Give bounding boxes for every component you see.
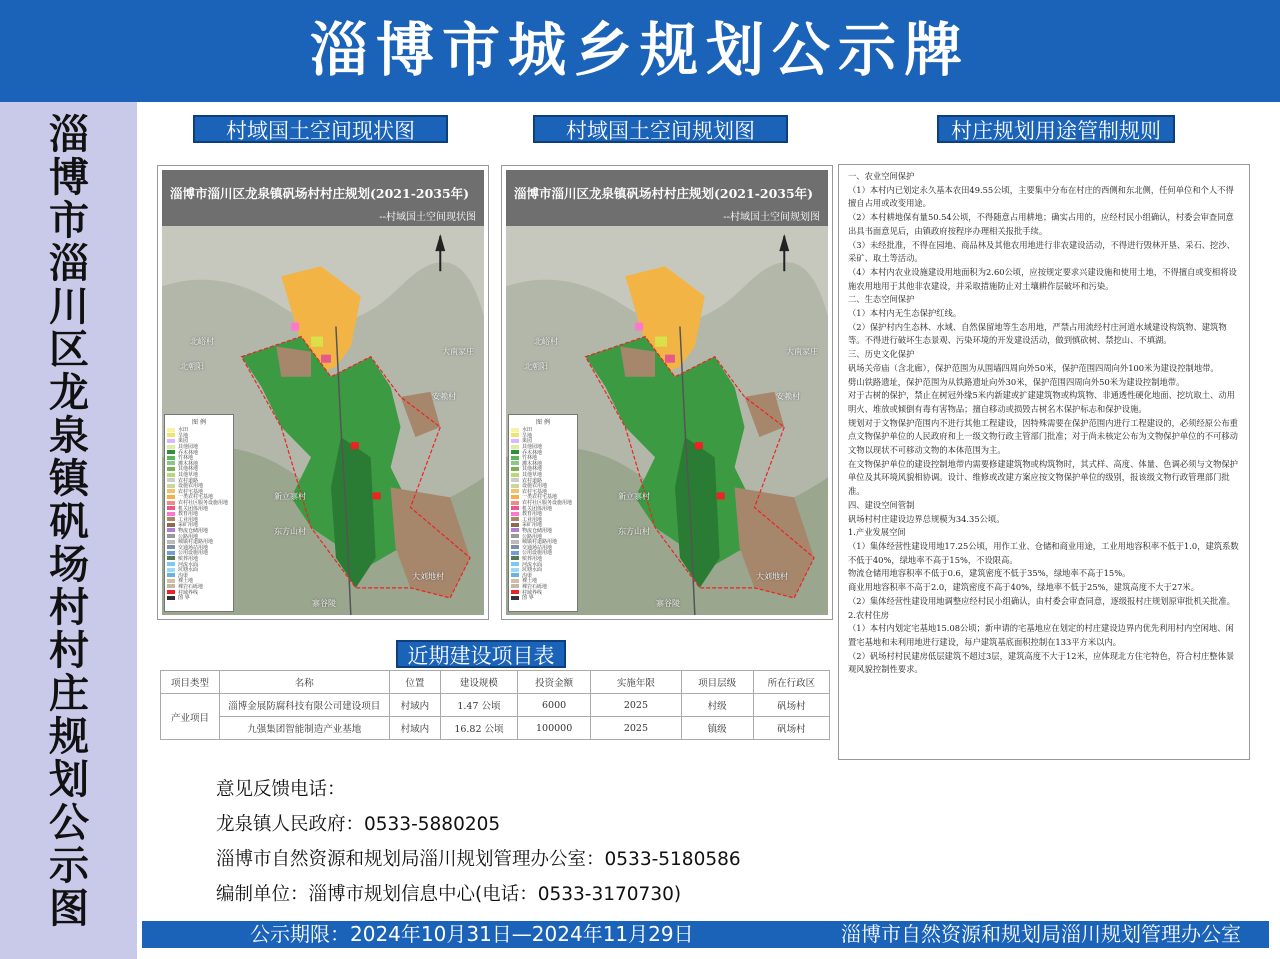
plan-map-header	[506, 170, 828, 226]
legend-label: 公用设施用地	[522, 550, 553, 557]
contact-block	[216, 772, 741, 912]
column-header: 投资金额	[517, 671, 590, 694]
legend-label: 果园	[178, 438, 189, 445]
legend-swatch	[167, 439, 175, 443]
legend-swatch	[511, 501, 519, 505]
legend-swatch	[511, 439, 519, 443]
legend-swatch	[511, 456, 519, 460]
legend-swatch	[511, 562, 519, 566]
legend-swatch	[167, 473, 175, 477]
legend-label: 殡葬用地	[178, 555, 199, 562]
legend-swatch	[167, 579, 175, 583]
legend-label: 河流水面	[522, 561, 543, 568]
legend-swatch	[511, 528, 519, 532]
legend-swatch	[167, 562, 175, 566]
legend-label: 农村道路	[178, 477, 199, 484]
rule-paragraph: （1）本村内划定宅基地15.08公顷；新申请的宅基地应在划定的村庄建设边界内优先利用村内空闲地、闲置宅基地和未利用地进行建设，每户建筑基底面积控制在133平方米以内。	[848, 623, 1234, 647]
column-header: 位置	[389, 671, 440, 694]
legend-label: 交通场站用地	[178, 544, 209, 551]
legend-label: 农村宅基地	[522, 488, 548, 495]
map-place-label: 大刘地村	[756, 572, 788, 581]
plan-map-title: 淄博市淄川区龙泉镇矾场村村庄规划(2021-2035年)	[514, 186, 814, 201]
rule-paragraph: （2）矾场村村民建房低层建筑不超过3层，建筑高度不大于12米，应体现北方住宅特色，符合村庄整体景观风貌控制性要求。	[848, 650, 1235, 675]
legend-swatch	[167, 584, 175, 588]
legend-label: 公用设施用地	[178, 550, 209, 557]
project-year-cell: 2025	[591, 717, 681, 740]
legend-swatch	[511, 461, 519, 465]
rule-paragraph: 矾场关帝庙（含北廊），保护范围为从围墙四周向外50米，保护范围四周向外100米为建设控制地带。	[848, 362, 1219, 373]
rule-paragraph: （2）本村耕地保有量50.54公顷，不得随意占用耕地；确实占用的，应经村民小组确认，村委会审查同意出具书面意见后，由镇政府按程序办理相关报批手续。	[848, 212, 1234, 236]
legend-title: 图 例	[536, 419, 550, 426]
legend-label: 采矿用地	[522, 522, 543, 529]
legend-swatch	[167, 456, 175, 460]
legend-swatch	[511, 568, 519, 572]
legend-swatch	[511, 545, 519, 549]
footer-bar	[142, 921, 1269, 948]
project-type-cell: 产业项目	[161, 694, 220, 740]
rule-paragraph: （2）保护村内生态林、水域、自然保留地等生态用地，严禁占用流经村庄河道水域建设构筑物、建筑物等。不得进行破坏生态景观、污染环境的开发建设活动，做到慎砍树、禁挖山、不填湖。	[848, 321, 1227, 346]
projects-heading: 近期建设项目表	[396, 640, 566, 668]
column-header: 项目类型	[161, 671, 220, 694]
map-place-label: 大南家庄	[442, 347, 474, 356]
map-place-label: 北朝阳	[180, 362, 204, 371]
rule-paragraph: （1）本村内无生态保护红线。	[848, 308, 962, 319]
legend-label: 沟渠	[522, 572, 533, 579]
map-place-label: 东方山村	[618, 527, 650, 536]
project-district-cell: 矾场村	[753, 717, 829, 740]
legend-label: 其他林地	[178, 466, 199, 473]
legend-label: 旱地	[522, 432, 533, 439]
rule-paragraph: 在文物保护单位的建设控制地带内需要修建建筑物或构筑物时，其式样、高度、体量、色调必须与文物保护单位及其环境风貌相协调。设计、维修或改建方案应按文物保护单位的级别，报该级文物行政管理部门批准。	[848, 458, 1238, 497]
map-place-label: 安赖村	[432, 392, 456, 401]
legend-label: 裸土地	[178, 578, 194, 585]
legend-swatch	[167, 501, 175, 505]
legend-swatch	[167, 506, 175, 510]
rule-paragraph: 物流仓储用地容积率不低于0.6，建筑密度不低于35%，绿地率不高于15%。	[848, 568, 1131, 579]
map-place-label: 北峪村	[534, 337, 558, 346]
legend-swatch	[167, 484, 175, 488]
rules-heading: 村庄规划用途管制规则	[937, 115, 1175, 143]
legend-label: 图 界	[178, 595, 190, 602]
rule-paragraph: （1）集体经营性建设用地17.25公顷，用作工业、仓储和商业用途，工业用地容积率不低于1.0，建筑系数不低于40%，绿地率不高于15%，不设限高。	[848, 540, 1239, 565]
legend-swatch	[167, 433, 175, 437]
legend-swatch	[167, 551, 175, 555]
legend-label: 农村宅基地	[178, 488, 204, 495]
legend-label: 村域界线	[522, 589, 543, 596]
rules-panel	[838, 164, 1250, 760]
legend-swatch	[511, 523, 519, 527]
legend-swatch	[511, 473, 519, 477]
plan-map-legend	[508, 414, 578, 612]
plan-map-heading: 村域国土空间规划图	[533, 115, 788, 143]
rule-paragraph: 四、建设空间管制	[848, 499, 915, 510]
legend-swatch	[511, 534, 519, 538]
legend-swatch	[167, 528, 175, 532]
map-place-label: 寨谷陵	[656, 599, 680, 608]
legend-swatch	[511, 506, 519, 510]
table-row	[161, 694, 830, 717]
legend-label: 沟渠	[178, 572, 189, 579]
legend-swatch	[167, 461, 175, 465]
rule-paragraph: 劈山铁路遗址，保护范围为从铁路遗址向外30米，保护范围四周向外50米为建设控制地带。	[848, 376, 1185, 387]
legend-label: 图 界	[522, 595, 534, 602]
legend-swatch	[167, 478, 175, 482]
table-row	[161, 717, 830, 740]
footer-office: 淄博市自然资源和规划局淄川规划管理办公室	[841, 922, 1241, 946]
column-header: 所在行政区	[753, 671, 829, 694]
legend-label: 裸岩石砾地	[522, 583, 548, 590]
rule-paragraph: 三、历史文化保护	[848, 349, 915, 360]
legend-item	[509, 595, 577, 601]
rule-paragraph: 规划对于文物保护范围内不进行其他工程建设，因特殊需要在保护范围内进行工程建设的，必须经原公布重点文物保护单位的人民政府和上一级文物行政主管部门批准；对于尚未核定公布为文物保护单位的不可移动文物以现状不可移动文物的本体范围为主。	[848, 417, 1238, 456]
legend-label: 水田	[178, 427, 189, 434]
contact-heading: 意见反馈电话：	[216, 779, 346, 800]
rule-paragraph: 一、农业空间保护	[848, 171, 915, 181]
legend-label: 竹林地	[522, 455, 538, 462]
map-place-label: 大刘地村	[412, 572, 444, 581]
legend-label: 采矿用地	[178, 522, 199, 529]
rule-paragraph: （1）本村内已划定永久基本农田49.55公顷，主要集中分布在村庄的西侧和东北侧，任何单位和个人不得擅自占用或改变用途。	[848, 184, 1234, 209]
map-place-label: 东方山村	[274, 527, 306, 536]
legend-label: 设施农用地	[522, 483, 548, 490]
legend-title: 图 例	[192, 419, 206, 426]
legend-swatch	[167, 523, 175, 527]
legend-swatch	[167, 517, 175, 521]
publicity-period: 公示期限：2024年10月31日—2024年11月29日	[250, 922, 694, 946]
legend-label: 乔木林地	[522, 449, 543, 456]
legend-label: 公路用地	[522, 533, 543, 540]
legend-label: 裸土地	[522, 578, 538, 585]
rule-paragraph: 二、生态空间保护	[848, 294, 915, 305]
legend-swatch	[511, 467, 519, 471]
legend-swatch	[167, 596, 175, 600]
legend-swatch	[167, 590, 175, 594]
legend-swatch	[167, 540, 175, 544]
status-map-heading: 村域国土空间现状图	[193, 115, 448, 143]
legend-label: 旱地	[178, 432, 189, 439]
legend-swatch	[511, 596, 519, 600]
legend-label: 设施农用地	[178, 483, 204, 490]
projects-table	[160, 670, 830, 740]
rule-paragraph: 矾场村村庄建设边界总规模为34.35公顷。	[848, 513, 1005, 524]
table-header-row	[161, 671, 830, 694]
page-title: 淄博市城乡规划公示牌	[309, 16, 970, 84]
legend-swatch	[167, 568, 175, 572]
legend-swatch	[167, 467, 175, 471]
legend-label: 一类农村宅基地	[522, 494, 558, 501]
column-header: 建设规模	[440, 671, 517, 694]
map-place-label: 大南家庄	[786, 347, 818, 356]
legend-swatch	[511, 517, 519, 521]
column-header: 名称	[219, 671, 389, 694]
legend-swatch	[167, 545, 175, 549]
legend-label: 村域界线	[178, 589, 199, 596]
legend-swatch	[511, 445, 519, 449]
legend-label: 一类农村宅基地	[178, 494, 214, 501]
project-level-cell: 村级	[681, 694, 753, 717]
legend-label: 河流水面	[178, 561, 199, 568]
rule-paragraph: （4）本村内农业设施建设用地面积为2.60公顷，应按规定要求兴建设施和使用土地，不得擅自或变相将设施农用地用于其他非农建设，并采取措施防止对土壤耕作层破坏和污染。	[848, 266, 1237, 291]
legend-swatch	[511, 556, 519, 560]
rule-paragraph: （3）未经批准，不得在园地、商品林及其他农用地进行非农建设活动，不得进行毁林开垦、采石、挖沙、采矿、取土等活动。	[848, 239, 1235, 264]
legend-label: 竹林地	[178, 455, 194, 462]
status-map-image	[162, 226, 484, 615]
column-header: 实施年限	[591, 671, 681, 694]
project-scale-cell: 16.82 公顷	[440, 717, 517, 740]
project-location-cell: 村域内	[389, 694, 440, 717]
rule-paragraph: 1.产业发展空间	[848, 527, 906, 538]
column-header: 项目层级	[681, 671, 753, 694]
legend-swatch	[511, 433, 519, 437]
legend-swatch	[167, 556, 175, 560]
legend-swatch	[511, 489, 519, 493]
status-map-legend	[164, 414, 234, 612]
project-name-cell: 九强集团智能制造产业基地	[219, 717, 389, 740]
legend-list	[165, 427, 233, 600]
map-place-label: 安赖村	[776, 392, 800, 401]
status-map-subtitle: --村域国土空间现状图	[379, 212, 476, 223]
page-header	[0, 0, 1280, 102]
legend-label: 交通场站用地	[522, 544, 553, 551]
map-place-label: 新立寨村	[618, 492, 650, 501]
legend-swatch	[167, 445, 175, 449]
legend-swatch	[167, 534, 175, 538]
legend-label: 农村道路	[522, 477, 543, 484]
plan-map-panel	[501, 165, 833, 620]
legend-label: 工业用地	[522, 516, 543, 523]
contact-line: 淄博市自然资源和规划局淄川规划管理办公室：0533-5180586	[216, 849, 741, 870]
legend-swatch	[511, 551, 519, 555]
legend-label: 其他草地	[522, 472, 543, 479]
legend-swatch	[511, 478, 519, 482]
project-name-cell: 淄博金展防腐科技有限公司建设项目	[219, 694, 389, 717]
rule-paragraph: 对于古树的保护，禁止在树冠外缘5米内新建或扩建建筑物或构筑物、非通透性硬化地面、挖坑取土、动用明火、堆放或倾倒有毒有害物品；擅自移动或损毁古树名木保护标志和保护设施。	[848, 390, 1235, 414]
legend-swatch	[167, 495, 175, 499]
legend-swatch	[511, 584, 519, 588]
legend-label: 坑塘水面	[178, 567, 199, 574]
legend-label: 教育用地	[178, 511, 199, 518]
status-map-title: 淄博市淄川区龙泉镇矾场村村庄规划(2021-2035年)	[170, 186, 470, 201]
map-place-label: 北朝阳	[524, 362, 548, 371]
legend-item	[165, 595, 233, 601]
legend-label: 水田	[522, 427, 533, 434]
plan-map-image	[506, 226, 828, 615]
legend-label: 物流仓储用地	[522, 527, 553, 534]
legend-label: 工业用地	[178, 516, 199, 523]
legend-label: 殡葬用地	[522, 555, 543, 562]
legend-list	[509, 427, 577, 600]
legend-label: 农村社区服务设施用地	[522, 500, 573, 507]
legend-label: 坑塘水面	[522, 567, 543, 574]
legend-swatch	[167, 428, 175, 432]
legend-label: 公路用地	[178, 533, 199, 540]
map-place-label: 寨谷陵	[312, 599, 336, 608]
sidebar	[0, 102, 137, 959]
legend-label: 机关团体用地	[522, 505, 553, 512]
project-investment-cell: 6000	[517, 694, 590, 717]
legend-swatch	[511, 579, 519, 583]
legend-label: 其他园地	[522, 444, 543, 451]
rule-paragraph: 商业用地容积率不高于2.0，建筑密度不高于40%，绿地率不低于25%，建筑高度不大于27米。	[848, 582, 1200, 593]
legend-swatch	[511, 573, 519, 577]
legend-swatch	[511, 540, 519, 544]
legend-swatch	[167, 489, 175, 493]
rule-paragraph: 2.农村住房	[848, 609, 890, 620]
rule-paragraph: （2）集体经营性建设用地调整应经村民小组确认，由村委会审查同意，逐级报村庄规划原审批机关批准。	[848, 595, 1235, 606]
map-place-label: 新立寨村	[274, 492, 306, 501]
legend-label: 农村社区服务设施用地	[178, 500, 229, 507]
map-place-label: 北峪村	[190, 337, 214, 346]
project-year-cell: 2025	[591, 694, 681, 717]
legend-label: 城镇村道路用地	[522, 539, 558, 546]
legend-swatch	[511, 428, 519, 432]
project-location-cell: 村域内	[389, 717, 440, 740]
legend-label: 乔木林地	[178, 449, 199, 456]
project-district-cell: 矾场村	[753, 694, 829, 717]
legend-label: 物流仓储用地	[178, 527, 209, 534]
legend-swatch	[167, 450, 175, 454]
legend-label: 其他草地	[178, 472, 199, 479]
project-investment-cell: 100000	[517, 717, 590, 740]
status-map-header	[162, 170, 484, 226]
legend-swatch	[167, 573, 175, 577]
rules-text	[848, 170, 1240, 677]
legend-swatch	[511, 495, 519, 499]
legend-label: 裸岩石砾地	[178, 583, 204, 590]
legend-label: 灌木林地	[522, 460, 543, 467]
legend-label: 其他园地	[178, 444, 199, 451]
contact-line: 编制单位：淄博市规划信息中心(电话：0533-3170730)	[216, 884, 682, 905]
project-scale-cell: 1.47 公顷	[440, 694, 517, 717]
legend-label: 果园	[522, 438, 533, 445]
legend-label: 灌木林地	[178, 460, 199, 467]
contact-line: 龙泉镇人民政府：0533-5880205	[216, 814, 501, 835]
legend-swatch	[511, 484, 519, 488]
sidebar-title: 淄博市淄川区龙泉镇矾场村村庄规划公示图	[49, 112, 89, 932]
legend-swatch	[511, 512, 519, 516]
legend-swatch	[167, 512, 175, 516]
legend-label: 机关团体用地	[178, 505, 209, 512]
legend-label: 教育用地	[522, 511, 543, 518]
legend-label: 城镇村道路用地	[178, 539, 214, 546]
status-map-panel	[157, 165, 489, 620]
project-level-cell: 镇级	[681, 717, 753, 740]
plan-map-subtitle: --村域国土空间规划图	[723, 212, 820, 223]
legend-swatch	[511, 590, 519, 594]
legend-swatch	[511, 450, 519, 454]
legend-label: 其他林地	[522, 466, 543, 473]
